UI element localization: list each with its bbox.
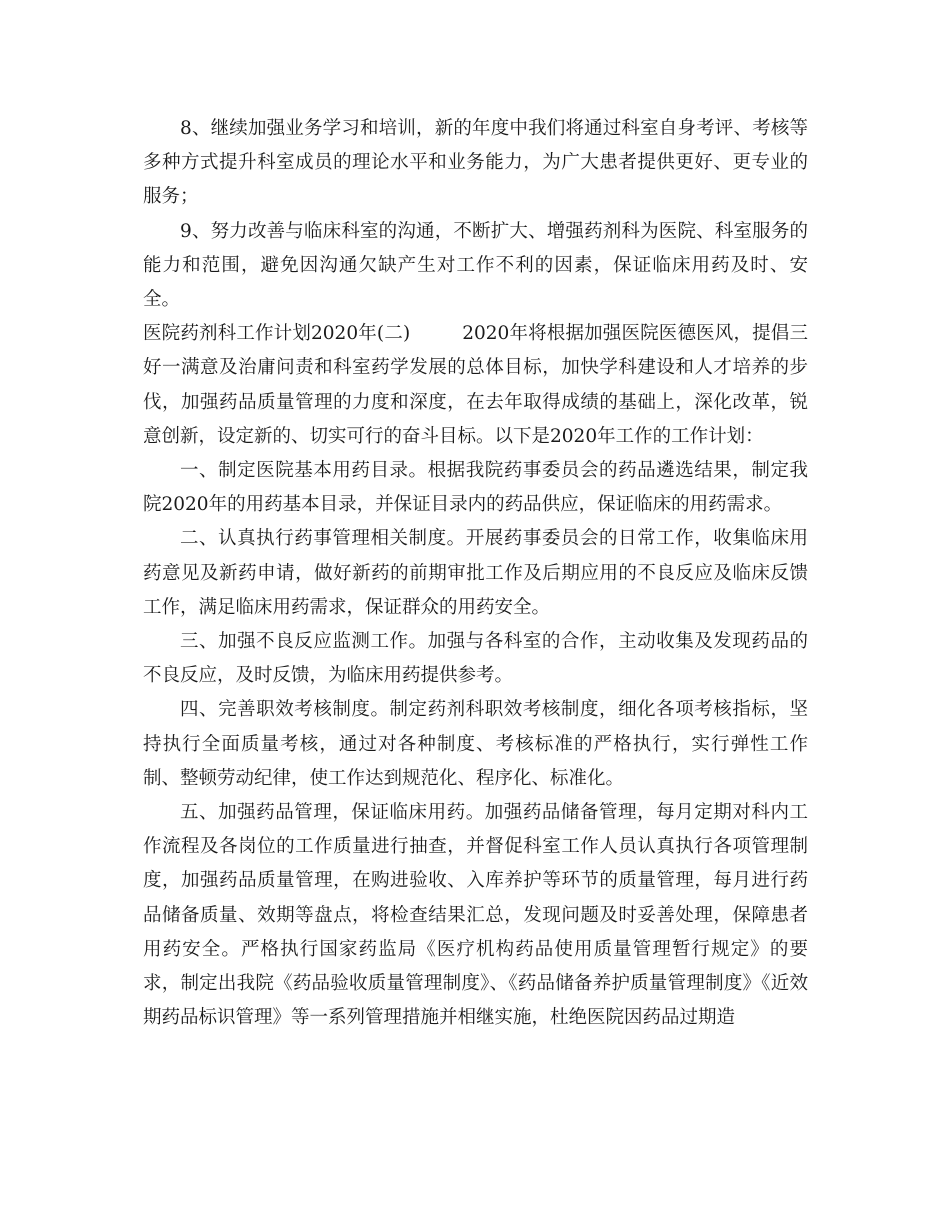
- plan-item-1: 一、制定医院基本用药目录。根据我院药事委员会的药品遴选结果，制定我院2020年的用药基本目录，并保证目录内的药品供应，保证临床的用药需求。: [143, 460, 808, 516]
- plan-item-2: 二、认真执行药事管理相关制度。开展药事委员会的日常工作，收集临床用药意见及新药申请，做好新药的前期审批工作及后期应用的不良反应及临床反馈工作，满足临床用药需求，保证群众的用药安全。: [143, 528, 808, 618]
- section-heading-paragraph: [143, 317, 808, 454]
- section-intro: 2020年将根据加强医院医德医风，提倡三好一满意及治庸问责和科室药学发展的总体目标，加快学科建设和人才培养的步伐，加强药品质量管理的力度和深度，在去年取得成绩的基础上，深化改革，锐意创新，设定新的、切实可行的奋斗目标。以下是2020年工作的工作计划：: [143, 323, 808, 447]
- paragraph-item-9: 9、努力改善与临床科室的沟通，不断扩大、增强药剂科为医院、科室服务的能力和范围，避免因沟通欠缺产生对工作不利的因素，保证临床用药及时、安全。: [143, 220, 808, 311]
- section-title: 医院药剂科工作计划2020年(二): [143, 323, 411, 345]
- document-body: [143, 112, 808, 1035]
- plan-item-4: 四、完善职效考核制度。制定药剂科职效考核制度，细化各项考核指标，坚持执行全面质量考核，通过对各种制度、考核标准的严格执行，实行弹性工作制、整顿劳动纪律，使工作达到规范化、程序化、标准化。: [143, 699, 808, 789]
- plan-item-3: 三、加强不良反应监测工作。加强与各科室的合作，主动收集及发现药品的不良反应，及时反馈，为临床用药提供参考。: [143, 631, 808, 687]
- paragraph-item-8: 8、继续加强业务学习和培训，新的年度中我们将通过科室自身考评、考核等多种方式提升科室成员的理论水平和业务能力，为广大患者提供更好、更专业的服务；: [143, 118, 808, 208]
- plan-item-5: 五、加强药品管理，保证临床用药。加强药品储备管理，每月定期对科内工作流程及各岗位的工作质量进行抽查，并督促科室工作人员认真执行各项管理制度，加强药品质量管理，在购进验收、入库养护等环节的质量管理，每月进行药品储备质量、效期等盘点，将检查结果汇总，发现问题及时妥善处理，保障患者用药安全。严格执行国家药监局《医疗机构药品使用质量管理暂行规定》的要求，制定出我院《药品验收质量管理制度》、《药品储备养护质量管理制度》《近效期药品标识管理》等一系列管理措施并相继实施，杜绝医院因药品过期造: [143, 802, 808, 1029]
